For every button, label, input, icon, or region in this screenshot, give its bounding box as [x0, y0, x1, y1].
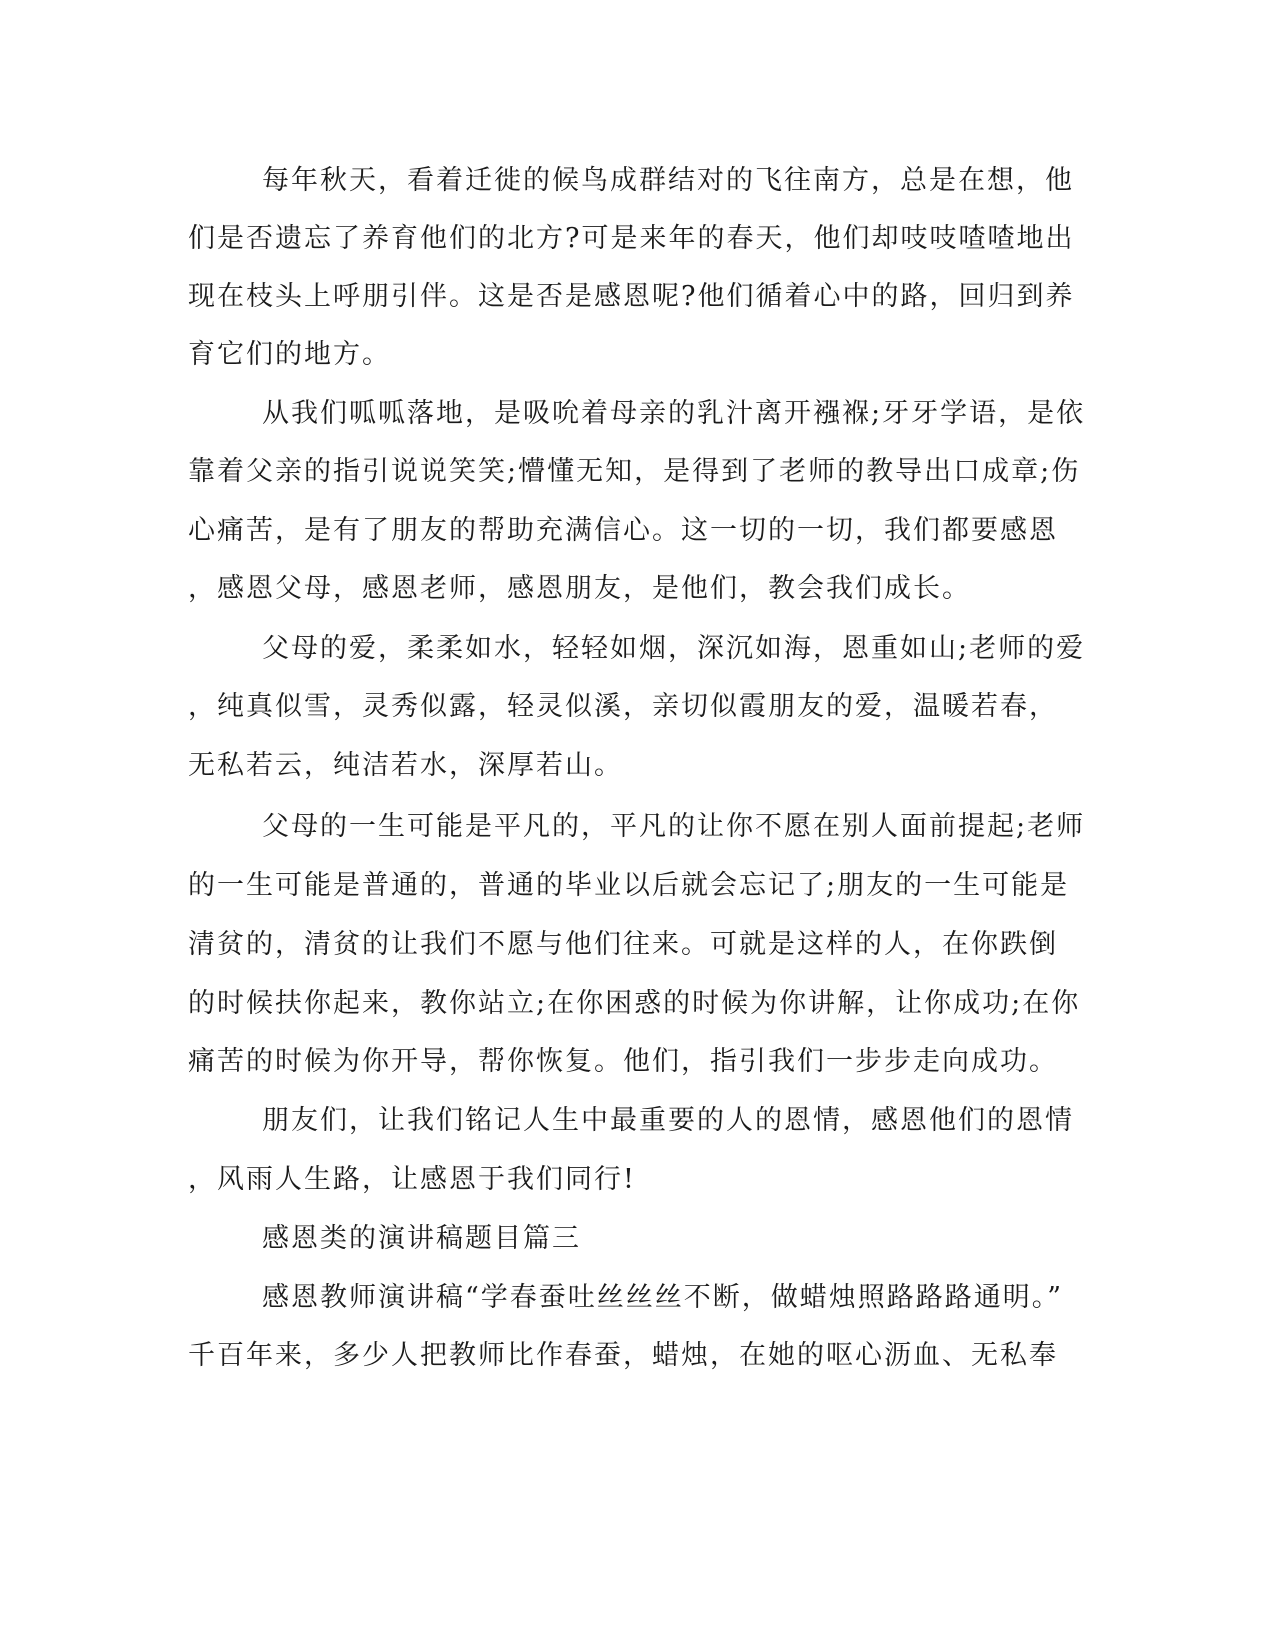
text-line: ，风雨人生路，让感恩于我们同行! [188, 1164, 636, 1195]
text-line: 育它们的地方。 [188, 339, 391, 370]
text-line: 每年秋天，看着迁徙的候鸟成群结对的飞往南方，总是在想，他 [262, 165, 1074, 196]
text-line: 们是否遗忘了养育他们的北方?可是来年的春天，他们却吱吱喳喳地出 [188, 223, 1075, 254]
text-line: 千百年来，多少人把教师比作春蚕，蜡烛，在她的呕心沥血、无私奉 [188, 1340, 1058, 1371]
text-line: 心痛苦，是有了朋友的帮助充满信心。这一切的一切，我们都要感恩 [188, 515, 1058, 546]
text-line: 痛苦的时候为你开导，帮你恢复。他们，指引我们一步步走向成功。 [188, 1046, 1058, 1077]
text-line: 无私若云，纯洁若水，深厚若山。 [188, 750, 623, 781]
text-line: 现在枝头上呼朋引伴。这是否是感恩呢?他们循着心中的路，回归到养 [188, 281, 1075, 312]
text-line: 从我们呱呱落地，是吸吮着母亲的乳汁离开襁褓;牙牙学语，是依 [262, 398, 1086, 429]
text-line: 的一生可能是普通的，普通的毕业以后就会忘记了;朋友的一生可能是 [188, 870, 1070, 901]
text-line: 朋友们，让我们铭记人生中最重要的人的恩情，感恩他们的恩情 [262, 1105, 1074, 1136]
text-line: 感恩教师演讲稿“学春蚕吐丝丝丝不断，做蜡烛照路路路通明。” [262, 1282, 1064, 1313]
text-line: 靠着父亲的指引说说笑笑;懵懂无知，是得到了老师的教导出口成章;伤 [188, 456, 1081, 487]
text-line: 父母的一生可能是平凡的，平凡的让你不愿在别人面前提起;老师 [262, 811, 1086, 842]
text-line: 清贫的，清贫的让我们不愿与他们往来。可就是这样的人，在你跌倒 [188, 929, 1058, 960]
text-line: 的时候扶你起来，教你站立;在你困惑的时候为你讲解，让你成功;在你 [188, 988, 1081, 1019]
text-line: ，纯真似雪，灵秀似露，轻灵似溪，亲切似霞朋友的爱，温暖若春， [188, 691, 1058, 722]
section-heading: 感恩类的演讲稿题目篇三 [262, 1223, 581, 1254]
text-line: ，感恩父母，感恩老师，感恩朋友，是他们，教会我们成长。 [188, 573, 971, 604]
text-line: 父母的爱，柔柔如水，轻轻如烟，深沉如海，恩重如山;老师的爱 [262, 633, 1086, 664]
